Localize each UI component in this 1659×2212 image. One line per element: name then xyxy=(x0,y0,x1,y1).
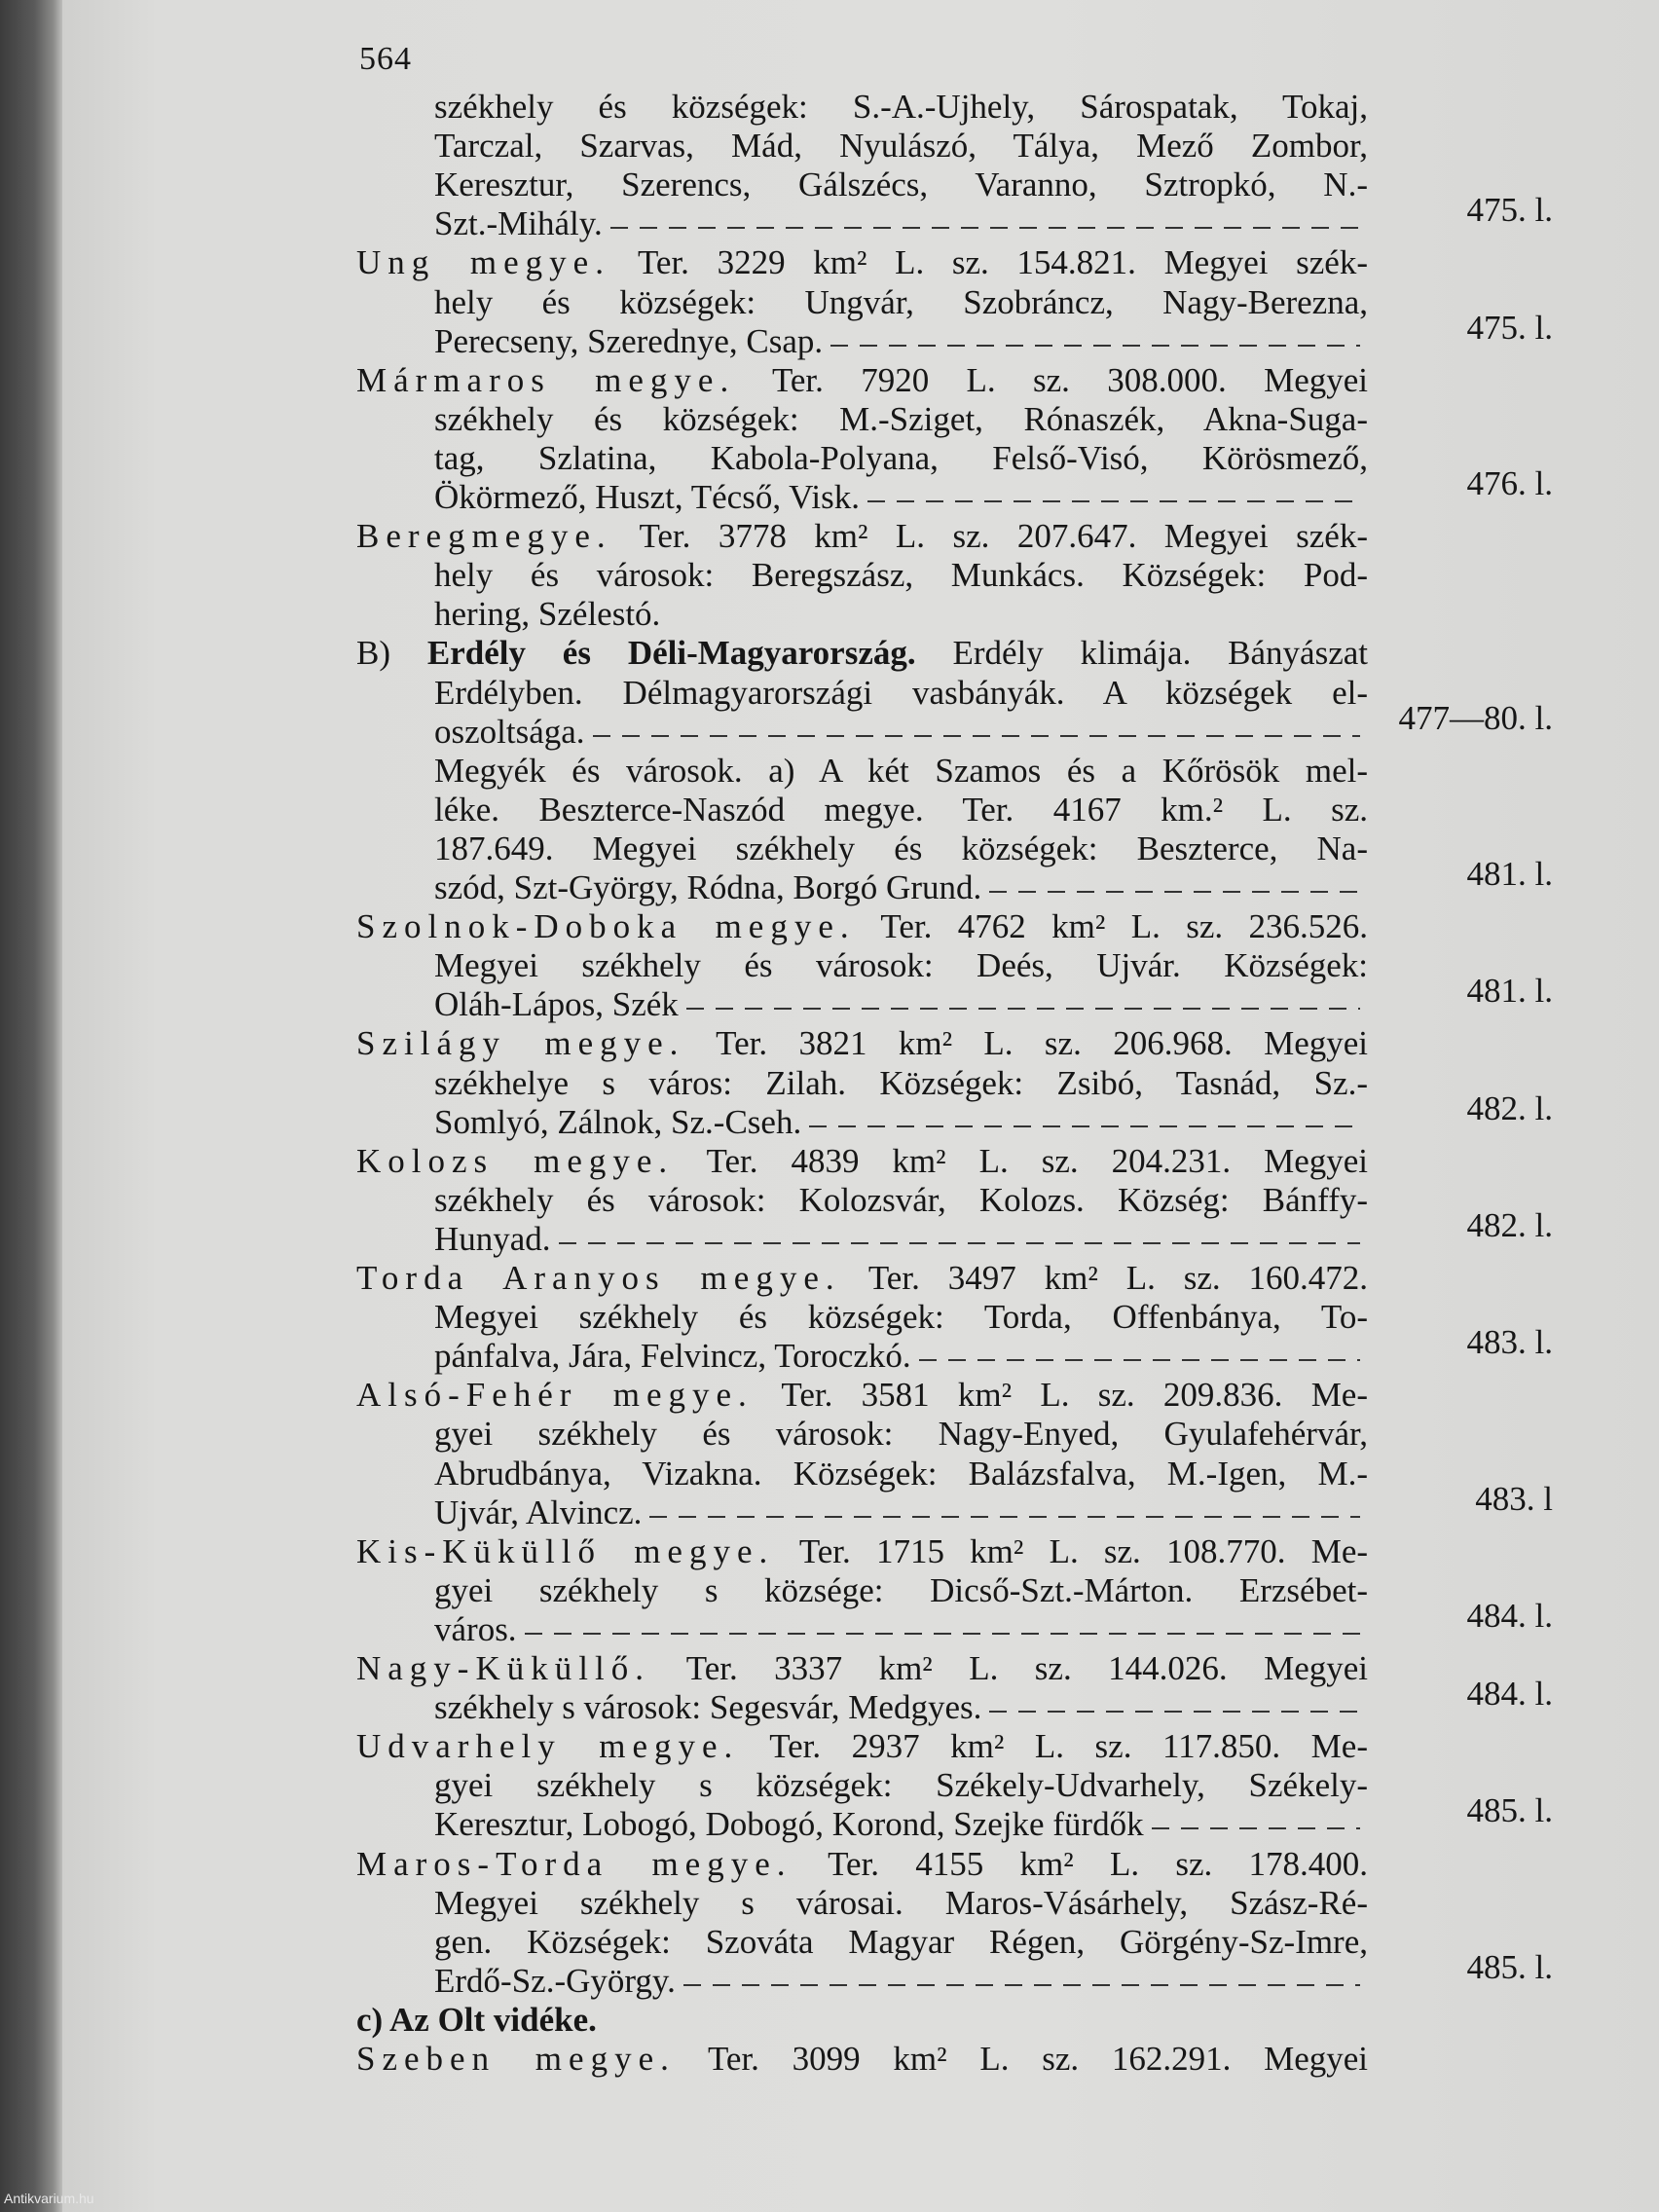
page-reference: 482. l. xyxy=(1466,1089,1553,1127)
line-text: Keresztur, Lobogó, Dobogó, Korond, Szejke fürdők xyxy=(434,1805,1144,1843)
line-text: léke. Beszterce-Naszód megye. Ter. 4167 km.² L. sz. xyxy=(434,791,1368,829)
text-line xyxy=(434,713,1368,752)
text-line xyxy=(434,283,1368,322)
text-line xyxy=(356,1259,1368,1298)
entry-lead-spaced: Alsó-Fehér megye. xyxy=(356,1376,754,1414)
dot-leader xyxy=(989,891,1360,893)
line-text: Ter. 3581 km² L. sz. 209.836. Me- xyxy=(781,1376,1368,1414)
line-text: Ter. 2937 km² L. sz. 117.850. Me- xyxy=(769,1727,1368,1765)
text-line xyxy=(356,361,1368,400)
line-text: Tarczal, Szarvas, Mád, Nyulászó, Tálya, Mező Zombor, xyxy=(434,127,1368,165)
text-line xyxy=(356,1024,1368,1063)
line-text: Ökörmező, Huszt, Técső, Visk. xyxy=(434,478,860,516)
dot-leader xyxy=(593,735,1360,737)
dot-leader xyxy=(559,1242,1360,1244)
page-reference: 484. l. xyxy=(1466,1675,1553,1713)
line-text: Ter. 3497 km² L. sz. 160.472. xyxy=(867,1259,1368,1297)
line-text: Ter. 3821 km² L. sz. 206.968. Megyei xyxy=(716,1024,1368,1062)
dot-leader xyxy=(683,1984,1360,1986)
line-text: 187.649. Megyei székhely és községek: Beszterce, Na- xyxy=(434,830,1368,867)
page-reference: 481. l. xyxy=(1466,855,1553,893)
entry-lead-spaced: Maros-Torda megye. xyxy=(356,1845,793,1883)
entry-lead-spaced: Kis-Küküllő megye. xyxy=(356,1532,775,1570)
section-heading: c) Az Olt vidéke. xyxy=(356,2001,597,2039)
entry-lead-spaced: Szolnok-Doboka megye. xyxy=(356,907,856,945)
dot-leader xyxy=(809,1125,1360,1127)
text-line xyxy=(434,1064,1368,1103)
line-text: székhely és városok: Kolozsvár, Kolozs. Község: Bánffy- xyxy=(434,1181,1368,1219)
text-line xyxy=(434,1181,1368,1220)
text-line xyxy=(434,1962,1368,2001)
dot-leader xyxy=(610,227,1360,229)
line-text: Megyei székhely és községek: Torda, Offenbánya, To- xyxy=(434,1298,1368,1336)
line-text: székhely és községek: S.-A.-Ujhely, Sárospatak, Tokaj, xyxy=(434,88,1368,126)
text-line xyxy=(434,830,1368,868)
line-text: gen. Községek: Szováta Magyar Régen, Görgény-Sz-Imre, xyxy=(434,1923,1368,1961)
line-text: Szt.-Mihály. xyxy=(434,204,603,242)
entry-lead-spaced: Beregmegye. xyxy=(356,517,612,555)
text-line xyxy=(356,1845,1368,1884)
line-text: székhelye s város: Zilah. Községek: Zsibó, Tasnád, Sz.- xyxy=(434,1064,1368,1102)
line-text: szód, Szt-György, Ródna, Borgó Grund. xyxy=(434,868,982,906)
text-line xyxy=(434,1298,1368,1337)
page-reference: 485. l. xyxy=(1466,1948,1553,1986)
page-reference: 477—80. l. xyxy=(1398,699,1553,737)
dot-leader xyxy=(1152,1827,1360,1829)
line-text: Ter. 3778 km² L. sz. 207.647. Megyei szék- xyxy=(639,517,1368,555)
text-line xyxy=(434,166,1368,204)
entry-lead-spaced: Nagy-Küküllő. xyxy=(356,1649,650,1687)
line-text: város. xyxy=(434,1610,517,1648)
line-text: tag, Szlatina, Kabola-Polyana, Felső-Visó, Körösmező, xyxy=(434,439,1368,477)
line-text: Ter. 3099 km² L. sz. 162.291. Megyei xyxy=(707,2040,1368,2078)
line-text: székhely és községek: M.-Sziget, Rónaszék, Akna-Suga- xyxy=(434,400,1368,438)
text-line xyxy=(434,868,1368,907)
text-line xyxy=(434,88,1368,127)
text-line xyxy=(434,1923,1368,1962)
page-reference: 484. l. xyxy=(1466,1597,1553,1635)
line-text: Keresztur, Szerencs, Gálszécs, Varanno, Sztropkó, N.- xyxy=(434,166,1368,203)
line-text: Ter. 4762 km² L. sz. 236.526. xyxy=(880,907,1368,945)
line-text: Ter. 1715 km² L. sz. 108.770. Me- xyxy=(798,1532,1368,1570)
line-text: hering, Szélestó. xyxy=(434,595,661,633)
line-text: gyei székhely s községek: Székely-Udvarhely, Székely- xyxy=(434,1766,1368,1804)
page-reference: 483. l. xyxy=(1466,1323,1553,1361)
entry-lead-spaced: Szilágy megye. xyxy=(356,1024,685,1062)
entry-lead-spaced: Kolozs megye. xyxy=(356,1142,675,1180)
text-line xyxy=(356,907,1368,946)
line-text: Erdély klimája. Bányászat xyxy=(952,634,1368,672)
text-line xyxy=(356,1376,1368,1415)
page-number: 564 xyxy=(359,41,412,77)
text-line xyxy=(356,517,1368,556)
section-heading: Erdély és Déli-Magyarország. xyxy=(426,634,916,672)
text-line xyxy=(356,1532,1368,1571)
text-line xyxy=(356,634,1368,673)
page-reference: 482. l. xyxy=(1466,1206,1553,1244)
text-line xyxy=(434,985,1368,1024)
text-line xyxy=(434,791,1368,830)
text-line xyxy=(434,1415,1368,1454)
text-line xyxy=(434,1688,1368,1727)
text-line xyxy=(434,1766,1368,1805)
dot-leader xyxy=(989,1711,1360,1713)
line-text: Erdélyben. Délmagyarországi vasbányák. A községek el- xyxy=(434,674,1368,712)
line-text: hely és városok: Beregszász, Munkács. Községek: Pod- xyxy=(434,556,1368,594)
entry-lead-spaced: Udvarhely megye. xyxy=(356,1727,740,1765)
page-reference: 483. l xyxy=(1475,1480,1553,1518)
line-text: Erdő-Sz.-György. xyxy=(434,1962,676,2000)
line-text: Ujvár, Alvincz. xyxy=(434,1493,643,1531)
line-text: Ter. 3229 km² L. sz. 154.821. Megyei szék- xyxy=(637,243,1368,281)
line-text: gyei székhely és városok: Nagy-Enyed, Gyulafehérvár, xyxy=(434,1415,1368,1453)
text-line xyxy=(434,204,1368,243)
text-line xyxy=(434,674,1368,713)
page-reference: 476. l. xyxy=(1466,464,1553,502)
text-line xyxy=(434,1493,1368,1532)
line-text: Abrudbánya, Vizakna. Községek: Balázsfalva, M.-Igen, M.- xyxy=(434,1455,1368,1493)
text-line xyxy=(434,1610,1368,1649)
text-line xyxy=(356,2001,1368,2040)
line-text: Ter. 7920 L. sz. 308.000. Megyei xyxy=(771,361,1368,399)
line-text: Megyei székhely s városai. Maros-Vásárhely, Szász-Ré- xyxy=(434,1884,1368,1922)
dot-leader xyxy=(867,500,1360,502)
dot-leader xyxy=(649,1516,1360,1518)
line-text: oszoltsága. xyxy=(434,713,585,751)
text-line xyxy=(356,1142,1368,1181)
watermark-text: Antikvarium.hu xyxy=(4,2191,94,2206)
text-line xyxy=(434,1455,1368,1493)
text-line xyxy=(434,322,1368,361)
dot-leader xyxy=(686,1008,1360,1010)
text-line xyxy=(434,478,1368,517)
entry-lead-spaced: Torda Aranyos megye. xyxy=(356,1259,841,1297)
text-line xyxy=(434,1884,1368,1923)
text-line xyxy=(434,752,1368,791)
text-line xyxy=(356,1727,1368,1766)
line-text: gyei székhely s községe: Dicső-Szt.-Márton. Erzsébet- xyxy=(434,1571,1368,1609)
text-line xyxy=(434,400,1368,439)
text-line xyxy=(434,1220,1368,1259)
text-line xyxy=(434,439,1368,478)
text-line xyxy=(434,556,1368,595)
line-text: Somlyó, Zálnok, Sz.-Cseh. xyxy=(434,1103,802,1141)
text-line xyxy=(434,1571,1368,1610)
text-line xyxy=(356,1649,1368,1688)
text-line xyxy=(434,946,1368,985)
text-line xyxy=(434,1103,1368,1142)
text-line xyxy=(356,243,1368,282)
entry-lead-spaced: Szeben megye. xyxy=(356,2040,676,2078)
text-line xyxy=(434,595,1368,634)
page-reference: 475. l. xyxy=(1466,309,1553,347)
line-text: Megyék és városok. a) A két Szamos és a Kőrösök mel- xyxy=(434,752,1368,790)
entry-lead-spaced: Ung megye. xyxy=(356,243,610,281)
text-line xyxy=(434,1337,1368,1376)
text-line xyxy=(434,1805,1368,1844)
entry-lead-spaced: Mármaros megye. xyxy=(356,361,736,399)
line-text: székhely s városok: Segesvár, Medgyes. xyxy=(434,1688,982,1726)
text-line xyxy=(434,127,1368,166)
line-text: Ter. 3337 km² L. sz. 144.026. Megyei xyxy=(685,1649,1368,1687)
page-reference: 475. l. xyxy=(1466,191,1553,229)
text-line xyxy=(356,2040,1368,2079)
line-text: Oláh-Lápos, Szék xyxy=(434,985,679,1023)
line-text: Ter. 4155 km² L. sz. 178.400. xyxy=(828,1845,1368,1883)
line-text: pánfalva, Jára, Felvincz, Toroczkó. xyxy=(434,1337,911,1375)
page-reference: 485. l. xyxy=(1466,1791,1553,1829)
line-text: Perecseny, Szerednye, Csap. xyxy=(434,322,824,360)
dot-leader xyxy=(830,345,1360,347)
line-text: hely és községek: Ungvár, Szobráncz, Nagy-Berezna, xyxy=(434,283,1368,321)
page-reference: 481. l. xyxy=(1466,972,1553,1010)
line-text: Ter. 4839 km² L. sz. 204.231. Megyei xyxy=(706,1142,1368,1180)
dot-leader xyxy=(919,1359,1360,1361)
line-text: Hunyad. xyxy=(434,1220,551,1258)
section-prefix: B) xyxy=(356,634,427,672)
dot-leader xyxy=(525,1633,1360,1635)
line-text: Megyei székhely és városok: Deés, Ujvár. Községek: xyxy=(434,946,1368,984)
